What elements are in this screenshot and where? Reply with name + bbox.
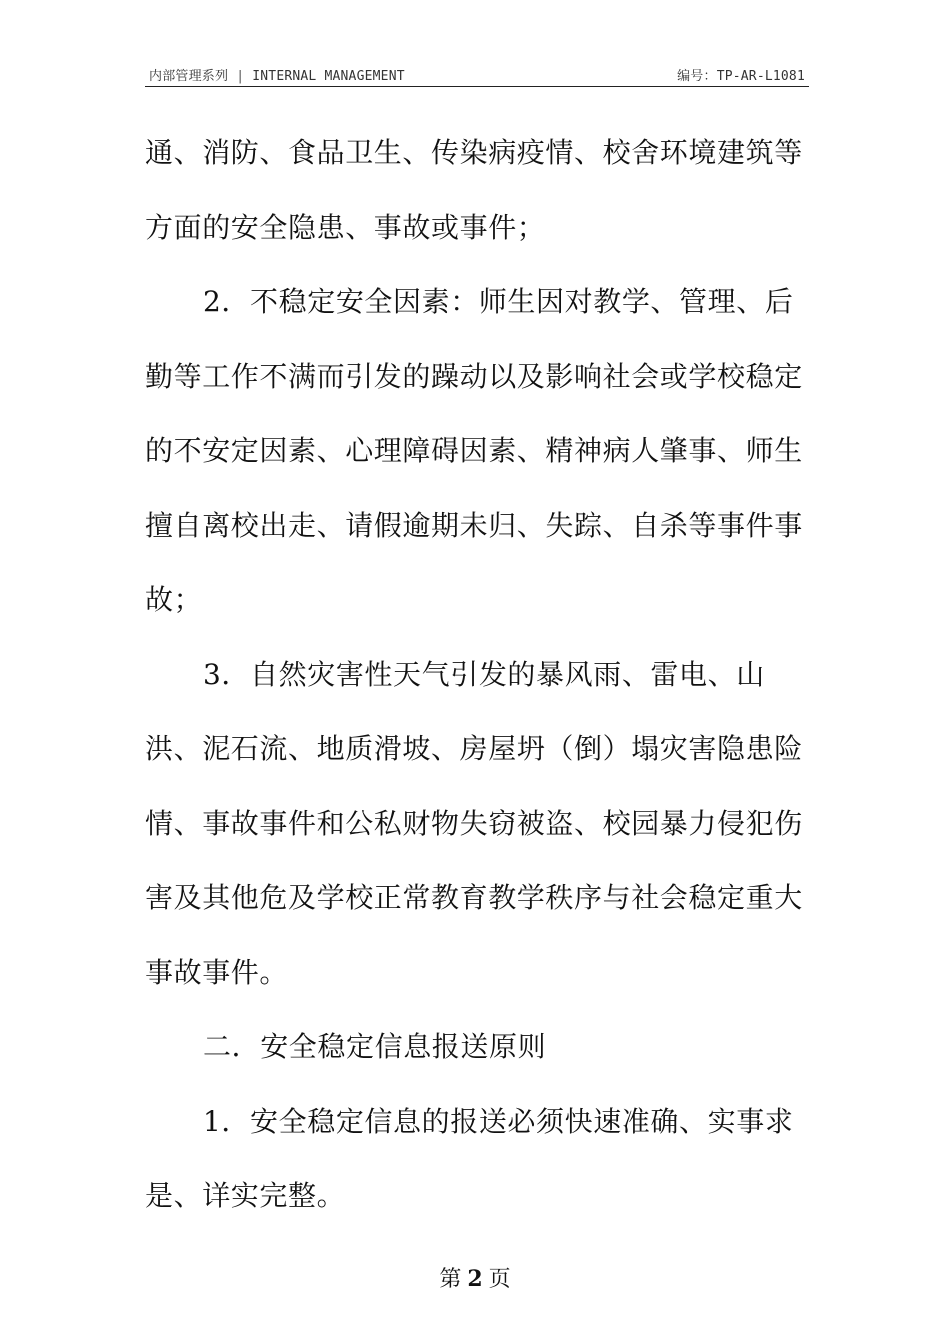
header-series: 内部管理系列	[149, 69, 229, 84]
header-left	[149, 65, 405, 84]
text-line: 方面的安全隐患、事故或事件；	[145, 210, 546, 244]
text-line: 擅自离校出走、请假逾期未归、失踪、自杀等事件事	[145, 508, 803, 542]
header-document-code: 编号：TP-AR-L1081	[677, 69, 805, 84]
footer-prefix: 第	[439, 1267, 462, 1292]
page-number: 2	[467, 1266, 483, 1292]
footer-suffix: 页	[488, 1267, 511, 1292]
text-line: 是、详实完整。	[145, 1179, 346, 1212]
text-line: 事故事件。	[145, 955, 289, 989]
text-line: 通、消防、食品卫生、传染病疫情、校舍环境建筑等	[145, 136, 803, 169]
page-footer	[0, 1262, 950, 1293]
text-line: 的不安定因素、心理障碍因素、精神病人肇事、师生	[145, 434, 803, 467]
text-line: 洪、泥石流、地质滑坡、房屋坍（倒）塌灾害隐患险	[145, 732, 803, 765]
text-line: 勤等工作不满而引发的躁动以及影响社会或学校稳定	[145, 359, 803, 393]
text-line: 情、事故事件和公私财物失窃被盗、校园暴力侵犯伤	[145, 806, 803, 840]
document-body	[145, 116, 809, 1234]
text-line: 1．安全稳定信息的报送必须快速准确、实事求	[203, 1104, 794, 1138]
text-line: 3．自然灾害性天气引发的暴风雨、雷电、山	[203, 657, 765, 691]
text-line: 故；	[145, 583, 203, 616]
header-english: INTERNAL MANAGEMENT	[252, 69, 405, 84]
header-separator: |	[236, 69, 245, 84]
page-header	[145, 62, 809, 87]
text-line: 2．不稳定安全因素：师生因对教学、管理、后	[203, 285, 794, 318]
text-line: 害及其他危及学校正常教育教学秩序与社会稳定重大	[145, 881, 803, 914]
section-heading: 二．安全稳定信息报送原则	[203, 1030, 547, 1063]
